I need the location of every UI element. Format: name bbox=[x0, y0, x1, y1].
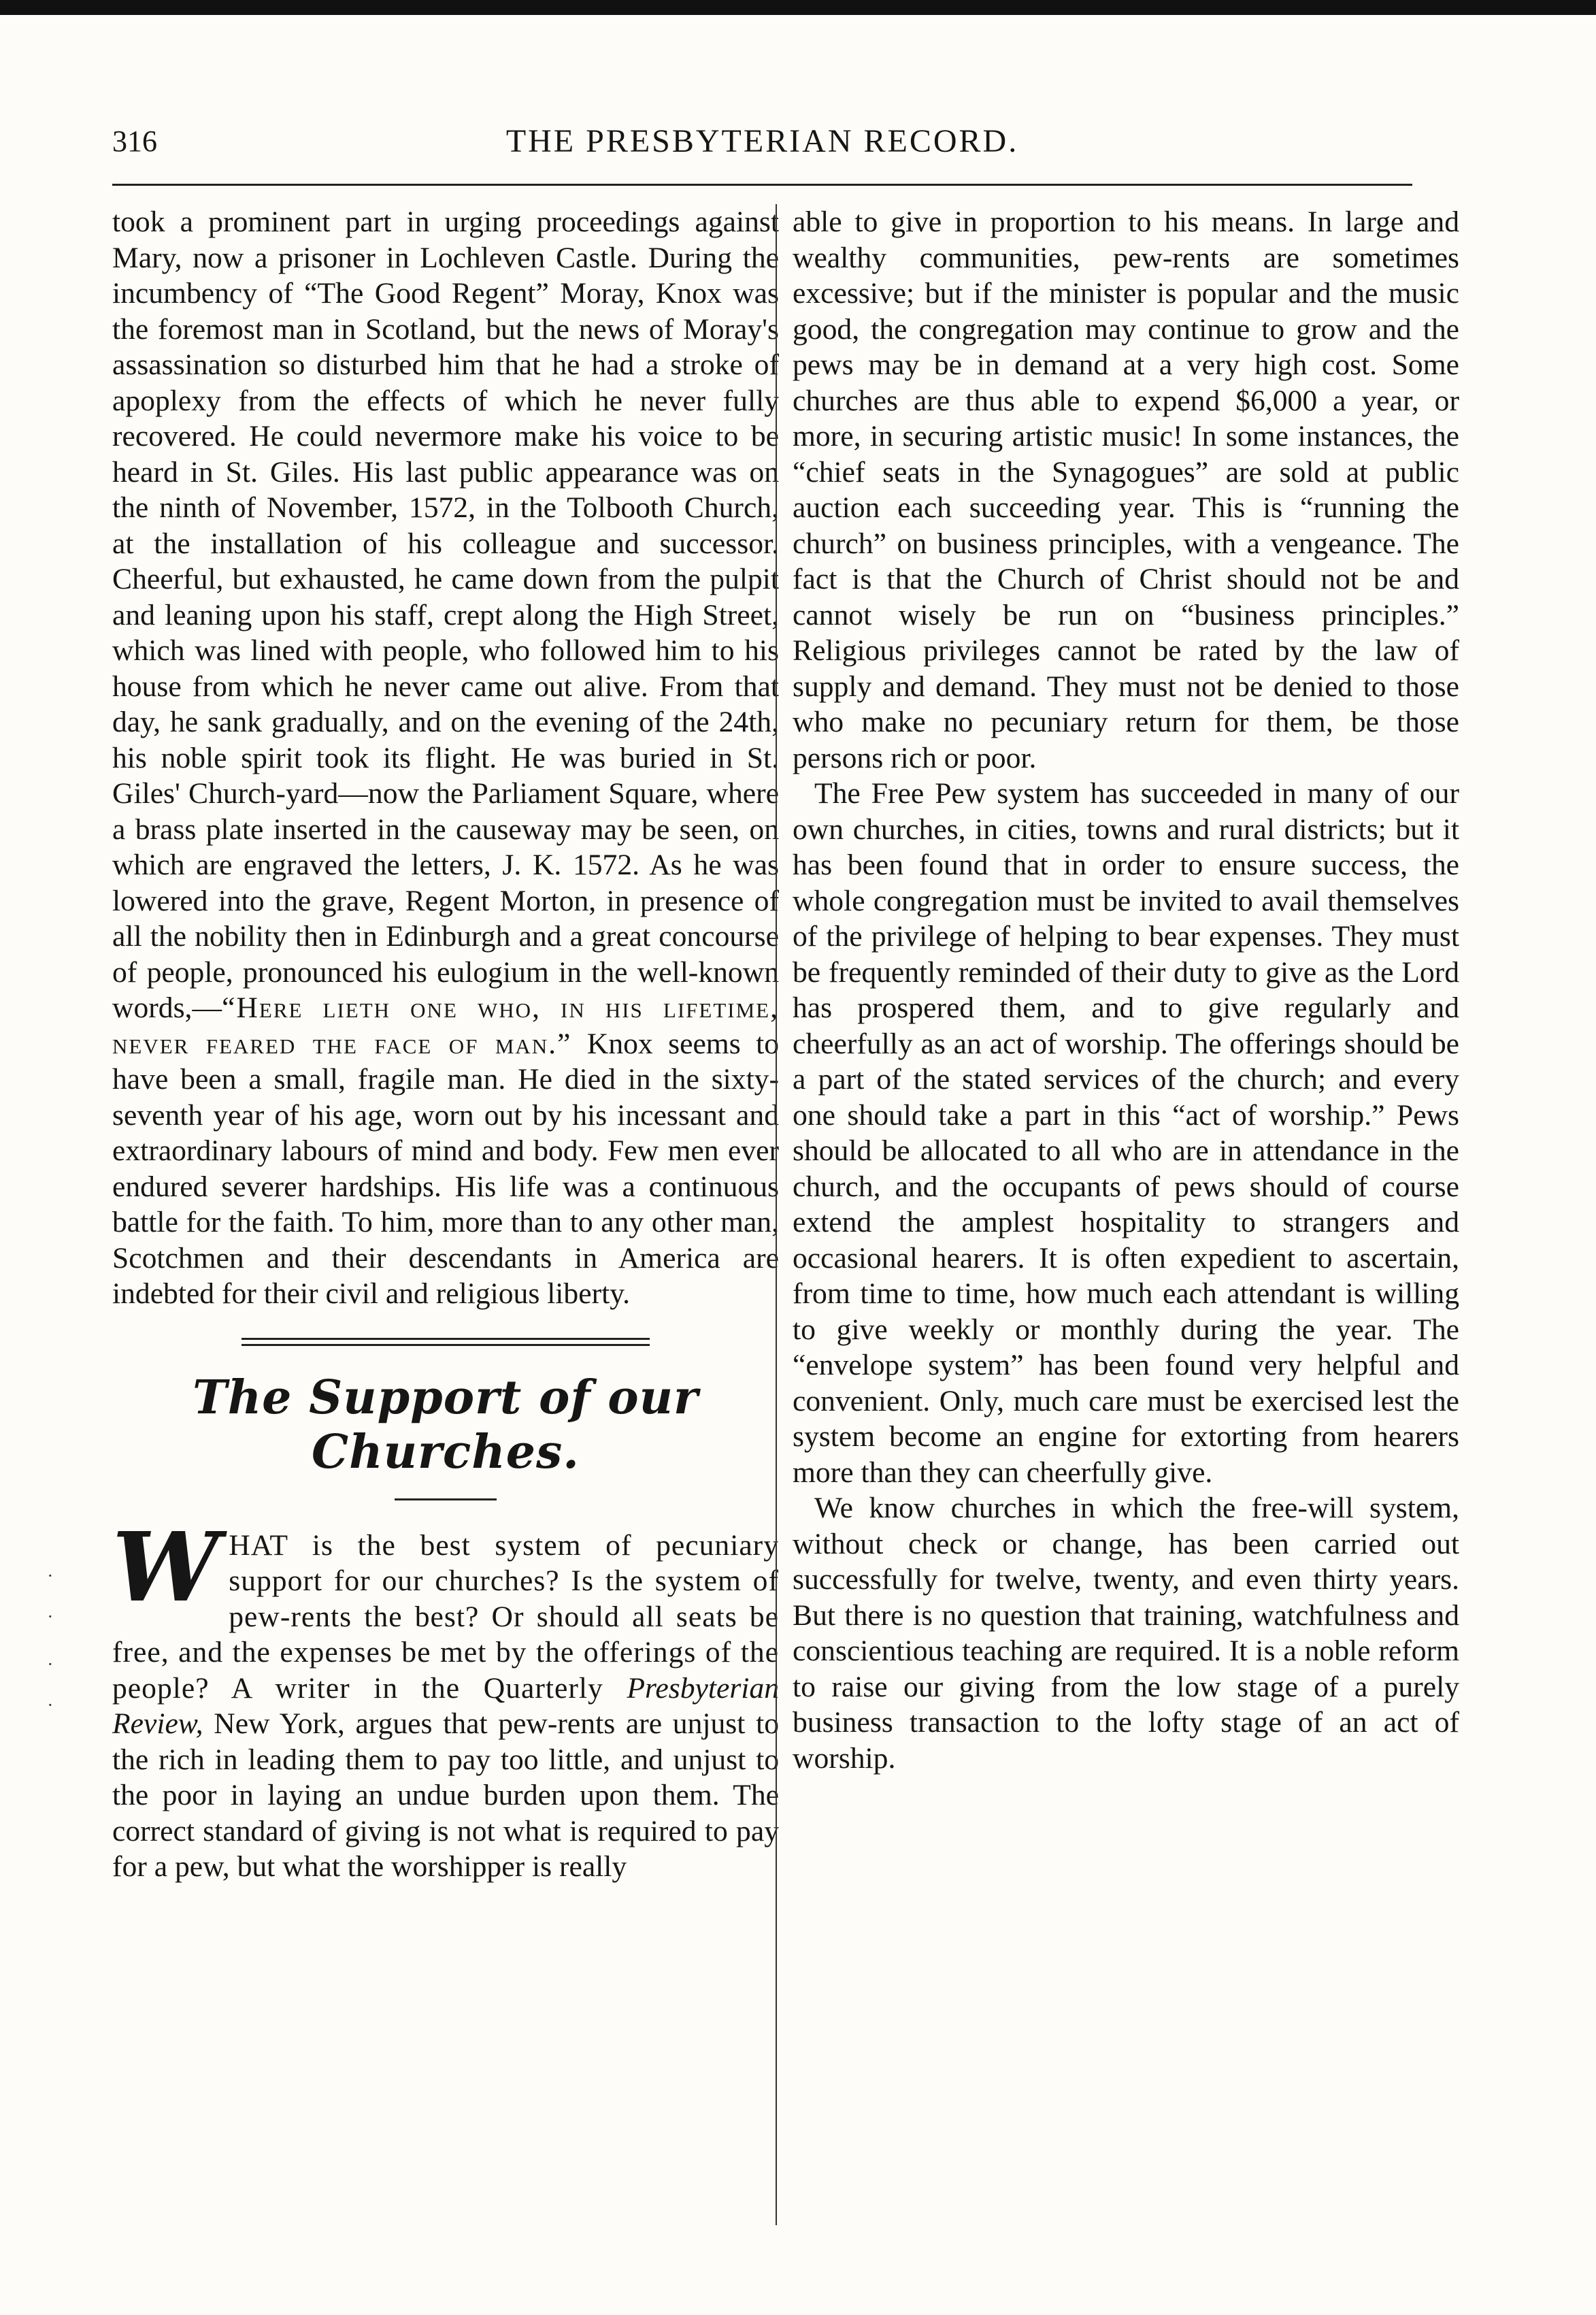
section-ornament-rule-2 bbox=[242, 1344, 650, 1346]
knox-text: took a prominent part in urging proceedings against Mary, now a prisoner in Lochleven Castle. During the incumbency of “The Good Regent” Moray, Knox was the foremost man in Scotland, but the news of Moray's assassination so disturbed him that he had a stroke of apoplexy from the effects of which he never fully recovered. He could nevermore make his voice to be heard in St. Giles. His last public appearance was on the ninth of November, 1572, in the Tolbooth Church, at the installation of his colleague and successor. Cheerful, but exhausted, he came down from the pulpit and leaning upon his staff, crept along the High Street, which was lined with people, who followed him to his house from which he never came out alive. From that day, he sank gradually, and on the evening of the 24th, his noble spirit took its flight. He was buried in St. Giles' Church-yard—now the Parliament Square, where a brass plate inserted in the causeway may be seen, on which are engraved the letters, J. K. 1572. As he was lowered into the grave, Regent Morton, in presence of all the nobility then in Edinburgh and a great concourse of people, pronounced his eulogium in the well-known words,— bbox=[112, 206, 779, 1024]
running-title: THE PRESBYTERIAN RECORD. bbox=[505, 123, 1019, 159]
page-header bbox=[112, 109, 1412, 177]
heading-underline-rule bbox=[395, 1498, 497, 1500]
right-column bbox=[793, 204, 1459, 1776]
epitaph-quote: “Here lieth one who, in his lifetime, never feared the face of man.” bbox=[112, 991, 779, 1060]
margin-speck: · bbox=[48, 1696, 53, 1715]
header-divider bbox=[112, 184, 1412, 186]
drop-cap-letter: W bbox=[112, 1511, 220, 1624]
margin-speck: · bbox=[48, 1566, 53, 1586]
top-border-rule bbox=[0, 0, 1596, 15]
knox-paragraph bbox=[112, 204, 779, 1312]
column-divider bbox=[776, 204, 777, 2225]
page-number: 316 bbox=[112, 125, 157, 158]
knox-text-end: Knox seems to have been a small, fragile man. He died in the sixty-seventh year of his age, worn out by his incessant and extraordinary labours of mind and body. Few men ever endured severer hardships. His life was a continuous battle for the faith. To him, more than to any other man, Scotchmen and their descendants in America are indebted for their civil and religious liberty. bbox=[112, 1027, 780, 1310]
margin-speck: · bbox=[48, 1607, 53, 1626]
margin-speck: · bbox=[48, 1655, 53, 1674]
support-text-start: HAT is the best system of pecuniary support for our churches? Is the system of pew-rents the best? Or should all seats be free, and the expenses be met by the offerings of the people? A writer in the Quarterly bbox=[112, 1528, 779, 1705]
free-will-paragraph: We know churches in which the free-will system, without check or change, has been carried out successfully for twelve, twenty, and even thirty years. But there is no question that training, watchfulness and conscientious teaching are required. It is a noble reform to raise our giving from the low stage of a purely business transaction to the lofty stage of an act of worship. bbox=[793, 1492, 1459, 1775]
free-pew-paragraph: The Free Pew system has succeeded in many of our own churches, in cities, towns and rural districts; but it has been found that in order to ensure success, the whole congregation must be invited to avail themselves of the privilege of helping to bear expenses. They must be frequently reminded of their duty to give as the Lord has prospered them, and to give regularly and cheerfully as an act of worship. The offerings should be a part of the stated services of the church; and every one should take a part in this “act of worship.” Pews should be allocated to all who are in attendance in the church, and the occupants of pews should of course extend the amplest hospitality to strangers and occasional hearers. It is often expedient to ascertain, from time to time, how much each attendant is willing to give weekly or monthly during the year. The “envelope system” has been found very helpful and convenient. Only, much care must be exercised lest the system become an engine for extorting from hearers more than they can cheerfully give. bbox=[793, 777, 1459, 1489]
section-heading: The Support of our Churches. bbox=[193, 1370, 699, 1479]
review-title: Presbyterian Review, bbox=[112, 1671, 779, 1740]
pew-rents-paragraph: able to give in proportion to his means. In large and wealthy communities, pew-rents are sometimes excessive; but if the minister is popular and the music good, the congregation may continue to grow and the pews may be in demand at a very high cost. Some churches are thus able to expend $6,000 a year, or more, in securing artistic music! In some instances, the “chief seats in the Synagogues” are sold at public auction each succeeding year. This is “running the church” on business principles, with a vengeance. The fact is that the Church of Christ should not be and cannot wisely be run on “business principles.” Religious privileges cannot be rated by the law of supply and demand. They must not be denied to those who make no pecuniary return for them, be those persons rich or poor. bbox=[793, 206, 1459, 774]
section-ornament-rule bbox=[242, 1338, 650, 1340]
support-text-rest: New York, argues that pew-rents are unjust to the rich in leading them to pay too little, and unjust to the poor in laying an undue burden upon them. The correct standard of giving is not what is required to pay for a pew, but what the worshipper is really bbox=[112, 1707, 779, 1883]
left-column bbox=[112, 204, 779, 1885]
support-paragraph bbox=[112, 1511, 779, 1885]
